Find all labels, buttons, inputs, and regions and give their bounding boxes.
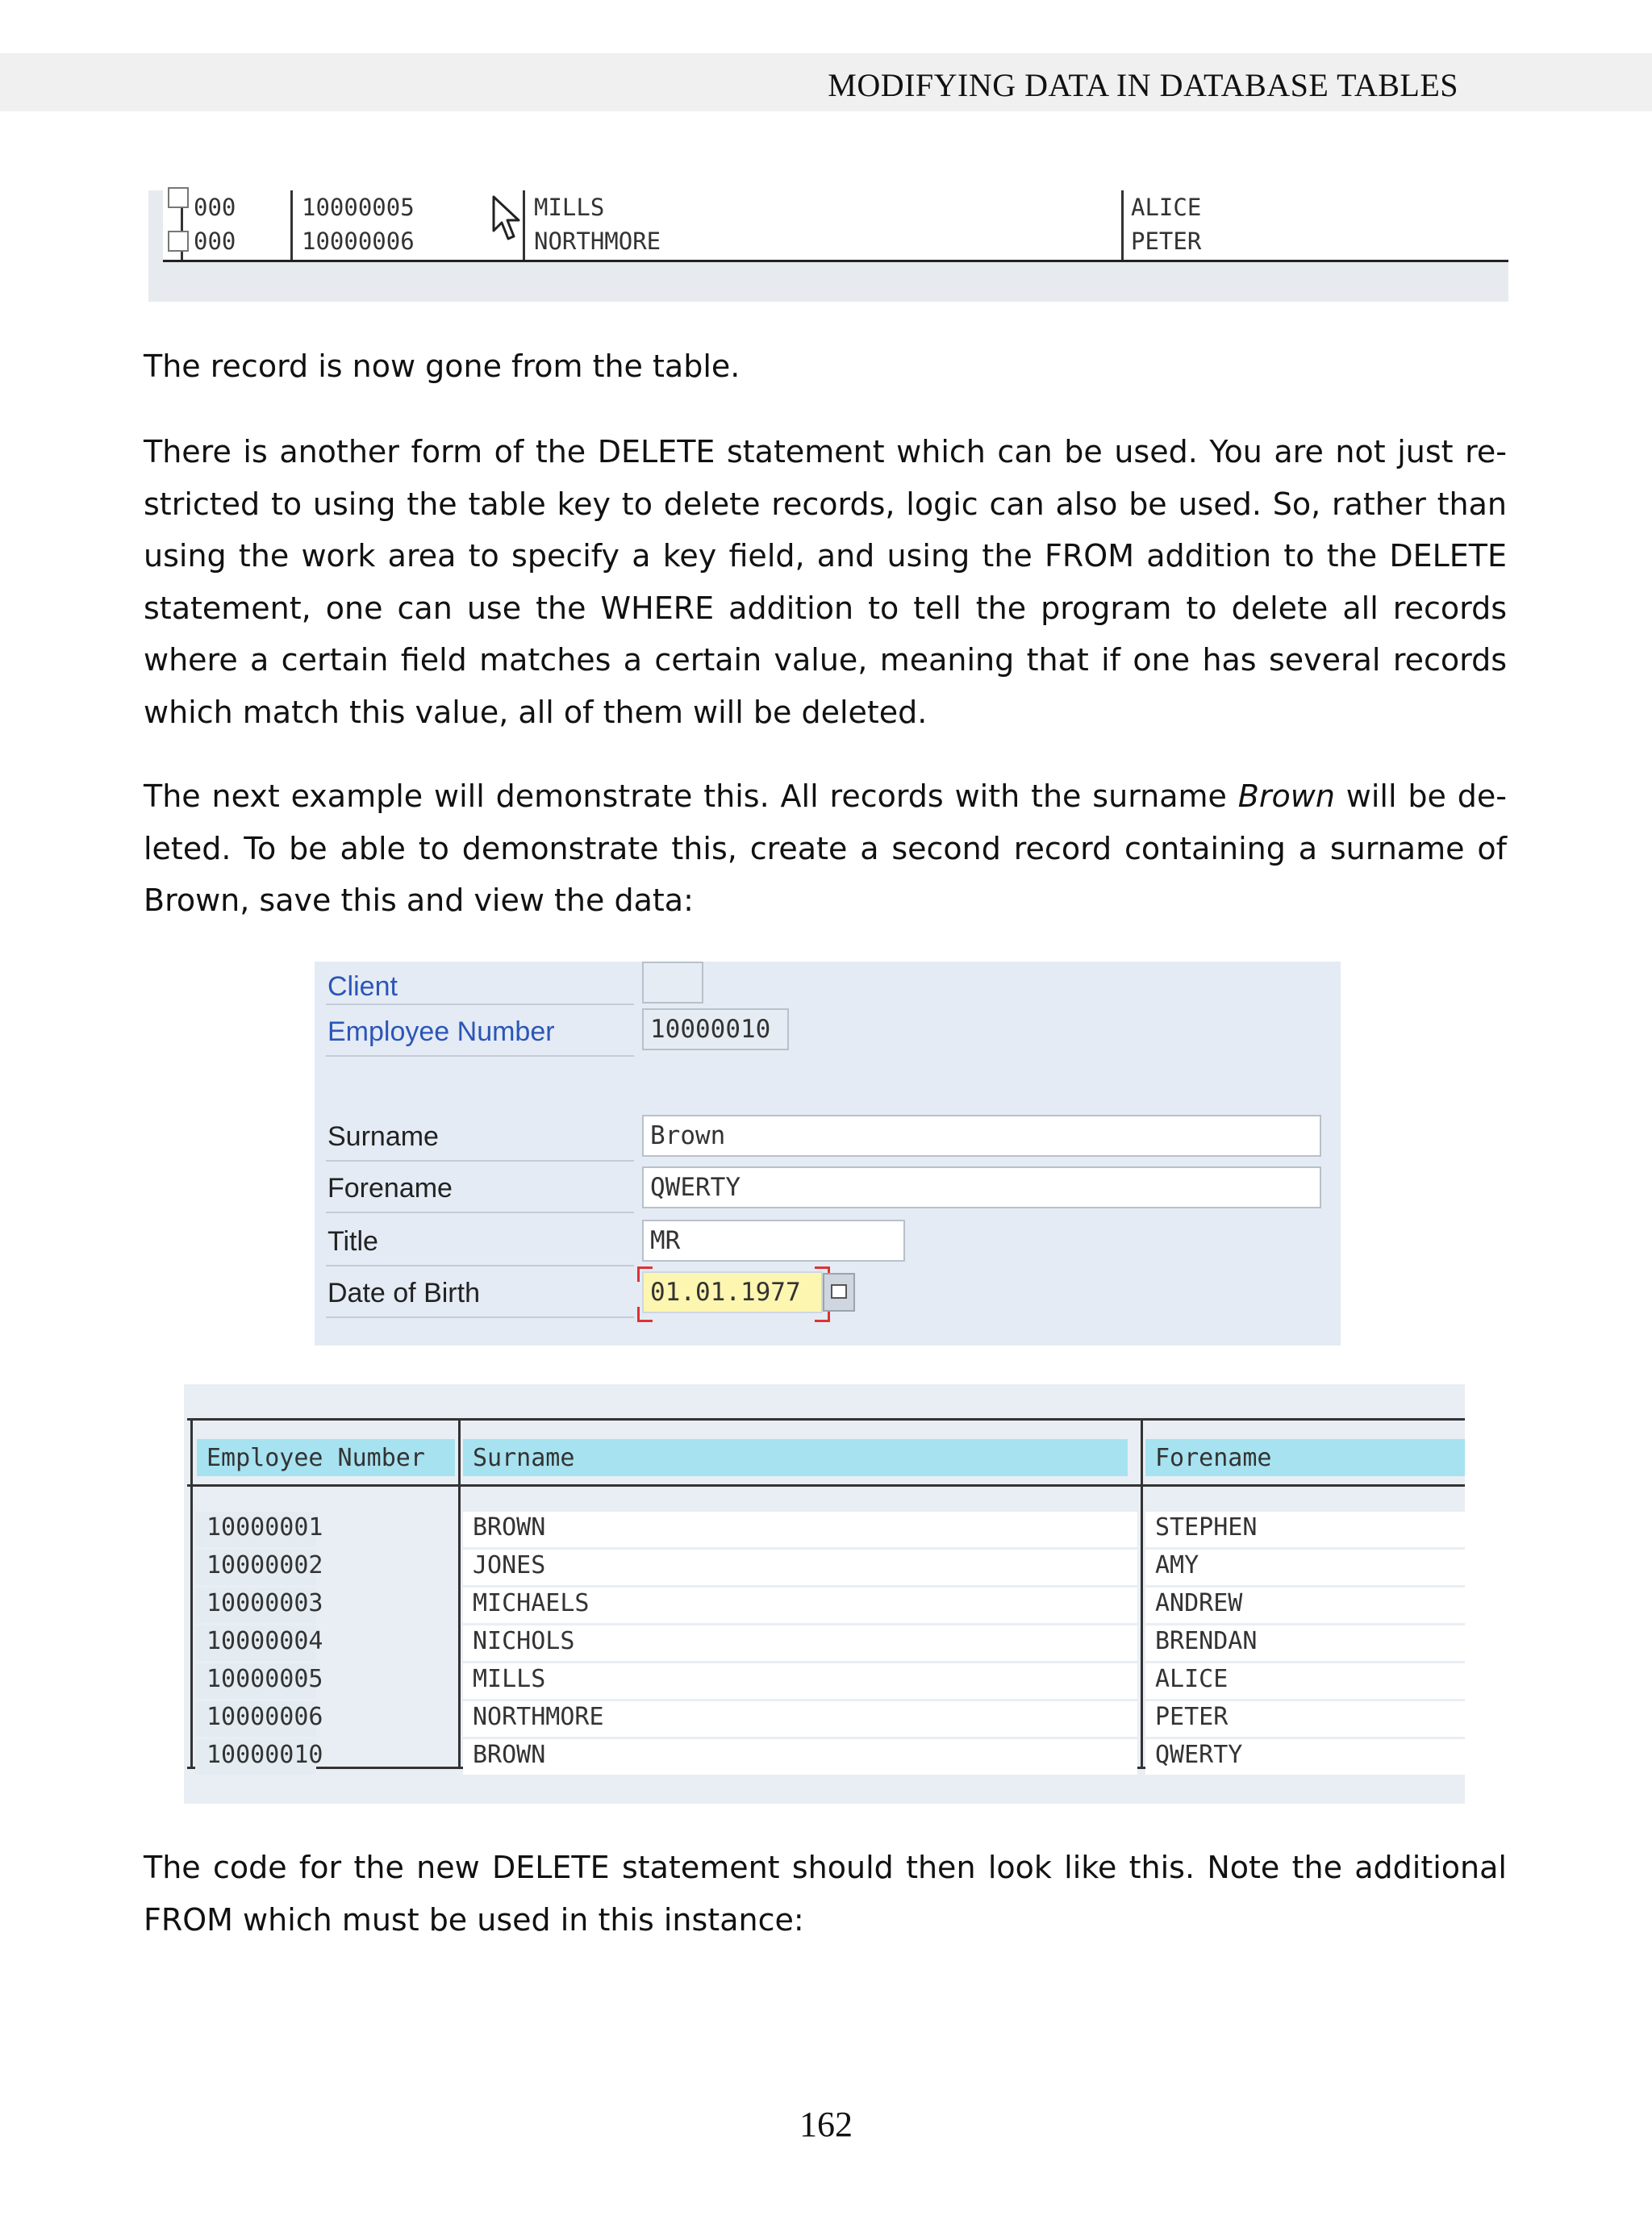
column-header-forename[interactable]: Forename xyxy=(1145,1439,1465,1476)
employee-number-cell[interactable]: 10000001 xyxy=(206,1513,323,1542)
column-divider xyxy=(458,1418,461,1768)
forename-cell[interactable]: AMY xyxy=(1155,1551,1199,1579)
table-row[interactable] xyxy=(163,224,1508,258)
value-help-icon[interactable] xyxy=(823,1273,855,1312)
forename-cell[interactable]: BRENDAN xyxy=(1155,1627,1258,1655)
forename-field[interactable]: QWERTY xyxy=(642,1166,1321,1208)
paragraph: The record is now gone from the table. xyxy=(144,348,740,384)
client-cell: 000 xyxy=(194,194,236,221)
column-header-employee-number[interactable]: Employee Number xyxy=(197,1439,455,1476)
employee-number-cell[interactable]: 10000004 xyxy=(206,1627,323,1655)
date-of-birth-field[interactable]: 01.01.1977 xyxy=(642,1271,823,1313)
table-row[interactable] xyxy=(163,190,1508,224)
forename-cell[interactable]: ANDREW xyxy=(1155,1589,1243,1617)
row-select-checkbox[interactable] xyxy=(168,231,189,252)
employee-number-cell[interactable]: 10000006 xyxy=(206,1703,323,1731)
employee-number-cell[interactable]: 10000002 xyxy=(206,1551,323,1579)
divider xyxy=(326,1316,634,1318)
focus-marker xyxy=(637,1307,653,1322)
table-border xyxy=(187,1418,1465,1421)
divider xyxy=(326,1212,634,1213)
record-form-screenshot xyxy=(315,962,1341,1346)
forename-cell[interactable]: STEPHEN xyxy=(1155,1513,1258,1542)
surname-cell[interactable]: NICHOLS xyxy=(473,1627,575,1655)
title-field[interactable]: MR xyxy=(642,1220,905,1262)
client-label: Client xyxy=(327,971,398,1002)
surname-field[interactable]: Brown xyxy=(642,1115,1321,1157)
date-of-birth-label: Date of Birth xyxy=(327,1278,480,1308)
paragraph-text: The next example will demonstrate this. All records with the surname xyxy=(144,778,1238,814)
surname-cell: NORTHMORE xyxy=(534,227,661,255)
divider xyxy=(326,1055,634,1057)
employee-number-cell: 10000005 xyxy=(302,194,415,221)
surname-cell[interactable]: BROWN xyxy=(473,1741,546,1769)
client-cell: 000 xyxy=(194,227,236,255)
employee-number-cell[interactable]: 10000005 xyxy=(206,1665,323,1693)
column-divider xyxy=(1141,1418,1143,1768)
forename-cell: ALICE xyxy=(1131,194,1202,221)
paragraph-text: will be deleted. To be able to demonstrate this, create a second record containing a surname of Brown, save this and view the data: xyxy=(144,778,1507,918)
surname-cell: MILLS xyxy=(534,194,605,221)
paragraph xyxy=(144,770,1507,927)
divider xyxy=(326,1265,634,1266)
page-number: 162 xyxy=(799,2105,853,2144)
paragraph: The code for the new DELETE statement should then look like this. Note the additional FROM which must be used in this instance: xyxy=(144,1850,1507,1938)
emphasis-text: Brown xyxy=(1237,778,1335,814)
surname-label: Surname xyxy=(327,1121,439,1152)
employee-number-cell: 10000006 xyxy=(302,227,415,255)
employee-number-cell[interactable]: 10000010 xyxy=(206,1741,323,1769)
chapter-title: MODIFYING DATA IN DATABASE TABLES xyxy=(828,67,1458,103)
employee-number-field[interactable]: 10000010 xyxy=(642,1008,789,1050)
forename-cell: PETER xyxy=(1131,227,1202,255)
row-background xyxy=(463,1550,1137,1585)
surname-cell[interactable]: JONES xyxy=(473,1551,546,1579)
row-select-checkbox[interactable] xyxy=(168,187,189,208)
divider xyxy=(326,1160,634,1162)
employee-number-label: Employee Number xyxy=(327,1016,555,1047)
row-background xyxy=(463,1663,1137,1699)
data-table-screenshot xyxy=(184,1384,1465,1804)
forename-cell[interactable]: ALICE xyxy=(1155,1665,1229,1693)
surname-cell[interactable]: MILLS xyxy=(473,1665,546,1693)
paragraph: There is another form of the DELETE statement which can be used. You are not just restricted to using the table key to delete records, logic can also be used. So, rather than using the work area to specify a key field, and using the FROM addition to the DELETE statement, one can use the WHERE addition to tell the program to delete all records where a certain field matches a certain value, meaning that if one has several records which match this value, all of them will be deleted. xyxy=(144,434,1507,730)
divider xyxy=(326,1004,634,1005)
data-table xyxy=(187,1407,1465,1770)
surname-cell[interactable]: NORTHMORE xyxy=(473,1703,604,1731)
employee-number-cell[interactable]: 10000003 xyxy=(206,1589,323,1617)
table-border xyxy=(187,1484,1465,1487)
mouse-cursor-icon xyxy=(492,195,521,244)
surname-cell[interactable]: BROWN xyxy=(473,1513,546,1542)
table-fragment-screenshot xyxy=(148,190,1508,302)
column-header-surname[interactable]: Surname xyxy=(463,1439,1128,1476)
client-field[interactable] xyxy=(642,962,703,1004)
surname-cell[interactable]: MICHAELS xyxy=(473,1589,590,1617)
running-header xyxy=(0,53,1652,111)
row-background xyxy=(463,1512,1137,1547)
row-background xyxy=(463,1739,1137,1775)
focus-marker xyxy=(637,1266,653,1282)
title-label: Title xyxy=(327,1226,378,1257)
table-fragment xyxy=(163,190,1508,262)
column-divider xyxy=(190,1418,193,1768)
forename-label: Forename xyxy=(327,1173,453,1204)
forename-cell[interactable]: QWERTY xyxy=(1155,1741,1243,1769)
forename-cell[interactable]: PETER xyxy=(1155,1703,1229,1731)
